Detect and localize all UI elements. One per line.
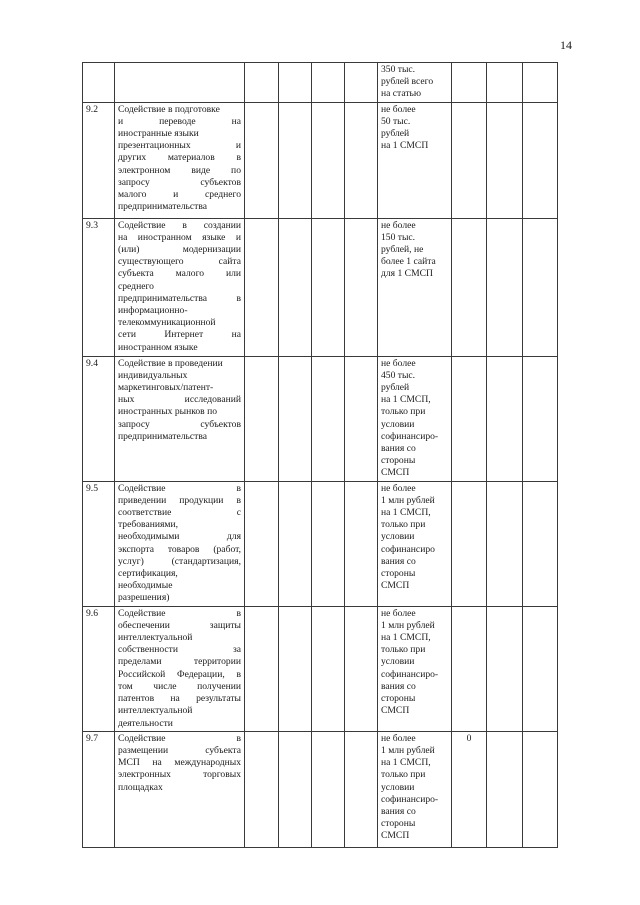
- description-line: электронных торговых: [118, 769, 241, 781]
- empty-cell: [312, 102, 345, 218]
- table-row: [83, 102, 558, 218]
- empty-cell: [523, 356, 558, 481]
- row-number: 9.7: [83, 731, 115, 847]
- description-line: сертификация,: [118, 568, 178, 580]
- empty-cell: [279, 606, 312, 731]
- description-line: субъекта малого или: [118, 268, 241, 280]
- limit-line: на 1 СМСП,: [381, 757, 431, 769]
- description-line: других материалов в: [118, 152, 241, 164]
- limit-line: только при: [381, 769, 426, 781]
- description-line: запросу субъектов: [118, 418, 241, 430]
- description-line: приведении продукции в: [118, 494, 241, 506]
- limit-line: 350 тыс.: [381, 64, 416, 75]
- limit-line: на 1 СМСП,: [381, 632, 431, 644]
- description-line: Содействие в: [118, 482, 241, 494]
- limit-line: 1 млн рублей: [381, 494, 435, 506]
- limit-line: рублей, не: [381, 244, 424, 256]
- description-line: информационно-: [118, 305, 188, 317]
- empty-cell: [487, 356, 523, 481]
- limit-line: вания со: [381, 680, 416, 692]
- value-cell: [452, 218, 487, 356]
- limit-line: условии: [381, 418, 415, 430]
- empty-cell: [312, 63, 345, 103]
- measure-description: [115, 606, 245, 731]
- empty-cell: [345, 731, 378, 847]
- description-line: индивидуальных: [118, 369, 188, 381]
- limit-line: не более: [381, 357, 416, 369]
- empty-cell: [245, 731, 279, 847]
- empty-cell: [345, 481, 378, 606]
- empty-cell: [487, 731, 523, 847]
- empty-cell: [312, 218, 345, 356]
- empty-cell: [245, 63, 279, 103]
- limit-line: 450 тыс.: [381, 369, 416, 381]
- measure-description: [115, 356, 245, 481]
- empty-cell: [279, 63, 312, 103]
- limit-line: на 1 СМСП,: [381, 507, 431, 519]
- table-row: [83, 731, 558, 847]
- empty-cell: [487, 218, 523, 356]
- empty-cell: [487, 102, 523, 218]
- description-line: необходимые: [118, 580, 173, 592]
- description-line: услуг) (стандартизация,: [118, 555, 241, 567]
- row-number: 9.4: [83, 356, 115, 481]
- value-cell: [452, 63, 487, 103]
- limit-line: условии: [381, 781, 415, 793]
- limit-line: не более: [381, 219, 416, 231]
- measure-description: [115, 218, 245, 356]
- support-limit: [378, 63, 452, 103]
- description-line: интеллектуальной: [118, 632, 193, 644]
- limit-line: софинансиро: [381, 543, 435, 555]
- empty-cell: [279, 102, 312, 218]
- limit-line: 1 млн рублей: [381, 619, 435, 631]
- description-line: существующего сайта: [118, 256, 241, 268]
- empty-cell: [245, 356, 279, 481]
- limit-line: условии: [381, 531, 415, 543]
- limit-line: только при: [381, 406, 426, 418]
- limit-line: софинансиро-: [381, 793, 439, 805]
- description-line: телекоммуникационной: [118, 317, 216, 329]
- limit-line: стороны: [381, 693, 416, 705]
- description-line: предпринимательства: [118, 201, 208, 213]
- empty-cell: [523, 731, 558, 847]
- support-limit: [378, 356, 452, 481]
- support-limit: [378, 102, 452, 218]
- row-number: [83, 63, 115, 103]
- description-line: экспорта товаров (работ,: [118, 543, 241, 555]
- value-cell: [452, 481, 487, 606]
- limit-line: СМСП: [381, 580, 410, 592]
- empty-cell: [345, 63, 378, 103]
- table-row: [83, 481, 558, 606]
- description-line: малого и среднего: [118, 189, 241, 201]
- description-line: запросу субъектов: [118, 176, 241, 188]
- limit-line: более 1 сайта: [381, 256, 436, 268]
- limit-line: на 1 СМСП: [381, 140, 429, 152]
- support-limit: [378, 481, 452, 606]
- empty-cell: [312, 481, 345, 606]
- description-line: электронном виде по: [118, 164, 241, 176]
- description-line: презентационных и: [118, 140, 241, 152]
- limit-line: СМСП: [381, 705, 410, 717]
- table-row: [83, 218, 558, 356]
- empty-cell: [312, 731, 345, 847]
- support-measures-table: [82, 62, 558, 848]
- description-line: Содействие в: [118, 607, 241, 619]
- value-cell: 0: [452, 731, 487, 847]
- description-line: Содействие в проведении: [118, 357, 223, 369]
- page-number: 14: [560, 38, 572, 52]
- measure-description: [115, 63, 245, 103]
- description-line: иностранных рынков по: [118, 406, 218, 418]
- limit-line: вания со: [381, 805, 416, 817]
- measure-description: [115, 102, 245, 218]
- limit-line: рублей всего: [381, 76, 434, 88]
- description-line: требованиями,: [118, 519, 178, 531]
- limit-line: 1 млн рублей: [381, 744, 435, 756]
- description-line: предпринимательства: [118, 430, 208, 442]
- empty-cell: [279, 481, 312, 606]
- row-number: 9.5: [83, 481, 115, 606]
- empty-cell: [245, 102, 279, 218]
- row-number: 9.6: [83, 606, 115, 731]
- limit-line: только при: [381, 519, 426, 531]
- measure-description: [115, 731, 245, 847]
- description-line: предпринимательства в: [118, 292, 241, 304]
- limit-line: рублей: [381, 128, 410, 140]
- empty-cell: [523, 218, 558, 356]
- description-line: размещении субъекта: [118, 744, 241, 756]
- empty-cell: [487, 63, 523, 103]
- description-line: деятельности: [118, 717, 173, 729]
- row-number: 9.3: [83, 218, 115, 356]
- description-line: Содействие в создании: [118, 219, 241, 231]
- table-row: [83, 606, 558, 731]
- row-number: 9.2: [83, 102, 115, 218]
- limit-line: СМСП: [381, 467, 410, 479]
- value-cell: [452, 356, 487, 481]
- limit-line: не более: [381, 732, 416, 744]
- description-line: площадках: [118, 781, 163, 793]
- empty-cell: [245, 606, 279, 731]
- empty-cell: [523, 102, 558, 218]
- measure-description: [115, 481, 245, 606]
- value-cell: [452, 606, 487, 731]
- limit-line: условии: [381, 656, 415, 668]
- limit-line: не более: [381, 103, 416, 115]
- value-cell: [452, 102, 487, 218]
- support-limit: [378, 731, 452, 847]
- limit-line: на статью: [381, 88, 422, 100]
- empty-cell: [245, 481, 279, 606]
- description-line: Содействие в подготовке: [118, 103, 220, 115]
- empty-cell: [245, 218, 279, 356]
- empty-cell: [345, 218, 378, 356]
- description-line: Российской Федерации, в: [118, 668, 241, 680]
- limit-line: софинансиро-: [381, 668, 439, 680]
- description-line: МСП на международных: [118, 757, 241, 769]
- limit-line: только при: [381, 644, 426, 656]
- description-line: Содействие в: [118, 732, 241, 744]
- limit-line: не более: [381, 482, 416, 494]
- limit-line: 50 тыс.: [381, 115, 411, 127]
- description-line: обеспечении защиты: [118, 619, 241, 631]
- empty-cell: [312, 606, 345, 731]
- empty-cell: [279, 731, 312, 847]
- description-line: сети Интернет на: [118, 329, 241, 341]
- support-limit: [378, 606, 452, 731]
- description-line: разрешения): [118, 592, 170, 604]
- empty-cell: [487, 606, 523, 731]
- description-line: (или) модернизации: [118, 244, 241, 256]
- description-line: патентов на результаты: [118, 693, 241, 705]
- description-line: собственности за: [118, 644, 241, 656]
- limit-line: стороны: [381, 818, 416, 830]
- table-row: [83, 356, 558, 481]
- empty-cell: [523, 63, 558, 103]
- empty-cell: [345, 606, 378, 731]
- empty-cell: [487, 481, 523, 606]
- limit-line: рублей: [381, 382, 410, 394]
- limit-line: вания со: [381, 555, 416, 567]
- empty-cell: [523, 481, 558, 606]
- empty-cell: [345, 102, 378, 218]
- empty-cell: [279, 218, 312, 356]
- limit-line: 150 тыс.: [381, 231, 416, 243]
- limit-line: стороны: [381, 455, 416, 467]
- limit-line: для 1 СМСП: [381, 268, 433, 280]
- limit-line: СМСП: [381, 830, 410, 842]
- description-line: ных исследований: [118, 394, 241, 406]
- description-line: маркетинговых/патент-: [118, 382, 214, 394]
- limit-line: софинансиро-: [381, 430, 439, 442]
- empty-cell: [279, 356, 312, 481]
- empty-cell: [345, 356, 378, 481]
- description-line: и переводе на: [118, 115, 241, 127]
- description-line: иностранные языки: [118, 128, 199, 140]
- empty-cell: [523, 606, 558, 731]
- empty-cell: [312, 356, 345, 481]
- description-line: иностранном языке: [118, 341, 198, 353]
- table-row: [83, 63, 558, 103]
- description-line: пределами территории: [118, 656, 241, 668]
- description-line: необходимыми для: [118, 531, 241, 543]
- description-line: том числе получении: [118, 680, 241, 692]
- description-line: среднего: [118, 280, 154, 292]
- support-limit: [378, 218, 452, 356]
- limit-line: вания со: [381, 443, 416, 455]
- description-line: на иностранном языке и: [118, 231, 241, 243]
- limit-line: на 1 СМСП,: [381, 394, 431, 406]
- limit-line: стороны: [381, 568, 416, 580]
- description-line: соответствие с: [118, 507, 241, 519]
- limit-line: не более: [381, 607, 416, 619]
- description-line: интеллектуальной: [118, 705, 193, 717]
